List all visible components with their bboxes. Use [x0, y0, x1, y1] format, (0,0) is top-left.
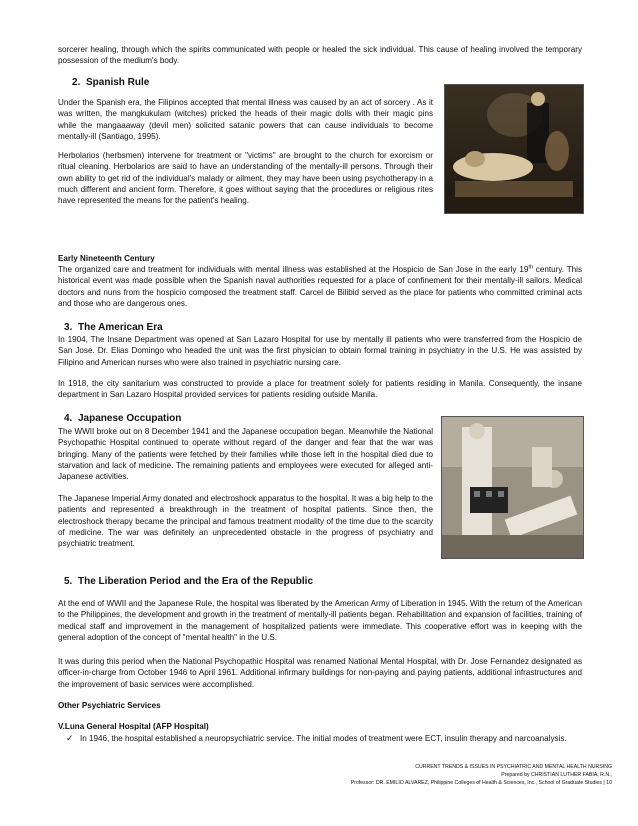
section-title: Spanish Rule	[86, 77, 150, 88]
japanese-occupation-heading	[64, 413, 181, 425]
intro-paragraph: sorcerer healing, through which the spirits communicated with people or healed the sick individual. This cause of healing involved the temporary possession of the medium's body.	[58, 45, 582, 66]
section-number: 3.	[64, 322, 73, 333]
liberation-heading	[64, 576, 313, 588]
checkmark-icon: ✓	[66, 733, 74, 743]
footer-professor-text: Professor: DR. EMILIO ALVAREZ, Philippine Colleges of Health & Sciences, Inc., School of Graduate Studies	[350, 780, 602, 786]
page-number: 10	[606, 780, 612, 786]
american-paragraph-2: In 1918, the city sanitarium was constructed to provide a place for treatment solely for patients residing in Manila. Consequently, the insane department in San Lazaro Hospital provided services for patients residing outside Manila.	[58, 379, 582, 400]
spanish-paragraph-1: Under the Spanish era, the Filipinos accepted that mental illness was caused by an act of sorcery . As it was written, the mangkukulam (witches) pricked the heads of their magic dolls with their magic pins while the mangaaaway (devil men) solicited satanic powers that can cause individuals to become mentally-ill (Santiago, 1995).	[58, 98, 433, 141]
section-title: The Liberation Period and the Era of the Republic	[78, 576, 314, 587]
liberation-paragraph-2: It was during this period when the National Psychopathic Hospital was renamed National Mental Hospital, with Dr. Jose Fernandez designated as officer-in-charge from October 1946 to April 1961. Additional infirmary buildings for non-paying and paying patients, additional infrastructures and the improvement of basic services were accomplished.	[58, 657, 582, 689]
section-number: 4.	[64, 413, 73, 424]
american-era-heading	[64, 322, 163, 334]
vluna-bullet: In 1946, the hospital established a neuropsychiatric service. The initial modes of treatment were ECT, insulin therapy and narcoanalysis.	[80, 734, 567, 743]
exorcism-painting	[444, 84, 584, 214]
japanese-paragraph-1: The WWII broke out on 8 December 1941 and the Japanese occupation began. Meanwhile the National Psychopathic Hospital continued to operate without regard of the danger and fear that the war was bringing. Many of the patients were fetched by their families while those left in the hospital died due to starvation and lack of medicine. The remaining patients and employees were executed for alleged anti-Japanese activities.	[58, 427, 433, 482]
american-paragraph-1: In 1904, The Insane Department was opened at San Lazaro Hospital for use by mentally ill patients who were transferred from the Hospicio de San Jose. Dr. Elias Domingo who headed the unit was the first physician to obtain formal training in psychiatry in the U.S. He was assisted by Filipino and American nurses who were also trained in psychiatric nursing care.	[58, 335, 582, 367]
footer-professor: Professor: DR. EMILIO ALVAREZ, Philippine Colleges of Health & Sciences, Inc., School of Graduate Studies | 10	[350, 780, 612, 786]
liberation-paragraph-1: At the end of WWII and the Japanese Rule, the hospital was liberated by the American Army of Liberation in 1945. With the return of the American to the Philippines, the development and growth in the treatment of mentally-ill patients began. Rehabilitation and expansion of facilities, training of medical staff and improvement in the management of hospitalized patients were immediate. This cooperative effort was in keeping with the general adoption of the concept of "mental health" in the U.S.	[58, 599, 582, 642]
spanish-paragraph-2: Herbolarios (herbsmen) intervene for treatment or "victims" are brought to the church for exorcism or ritual cleaning. Herbolarios are said to have an understanding of the mentally-ill persons. Through their own ability to get rid of the individual's malady or ailment, they may have been using psychotherapy in a much different and ancient form. Therefore, it goes without saying that the procedures or religious rites have represented the means for the patient's healing.	[58, 151, 433, 206]
section-title: The American Era	[78, 322, 163, 333]
early-text-start: The organized care and treatment for individuals with mental illness was established at the Hospicio de San Jose in the early 19	[58, 265, 529, 274]
vluna-hospital-heading: V.Luna General Hospital (AFP Hospital)	[58, 722, 209, 731]
footer-author: Prepared by CHRISTIAN LUTHER FABIA, R.N.,	[501, 772, 612, 778]
japanese-paragraph-2: The Japanese Imperial Army donated and electroshock apparatus to the hospital. It was a big help to the patients and represented a breakthrough in the treatment of hospital patients. Since then, the electroshock therapy became the principal and famous treatment modality of the time due to the scarcity of medicine. The war was definitely an unprecedented obstacle in the progress of psychiatry and psychiatric treatment.	[58, 494, 433, 549]
early-century-heading: Early Nineteenth Century	[58, 254, 155, 263]
early-text-end: century. This historical event was made possible when the Spanish naval authorities requested for a place of confinement for their mentally-ill sailors. Medical doctors and nuns from the hospicio composed the treatment staff. Carcel de Bilibid served as the place for patients who committed criminal acts and those who are dangerous ones.	[58, 265, 582, 308]
ordinal-suffix: th	[528, 264, 533, 271]
section-title: Japanese Occupation	[78, 413, 182, 424]
electroshock-photo	[441, 416, 584, 559]
section-number: 5.	[64, 576, 73, 587]
early-century-paragraph	[58, 264, 582, 309]
page-footer	[351, 763, 612, 787]
footer-course: CURRENT TRENDS & ISSUES IN PSYCHIATRIC AND MENTAL HEALTH NURSING	[415, 764, 612, 770]
spanish-rule-heading	[72, 77, 149, 89]
section-number: 2.	[72, 77, 81, 88]
other-services-heading: Other Psychiatric Services	[58, 701, 161, 710]
